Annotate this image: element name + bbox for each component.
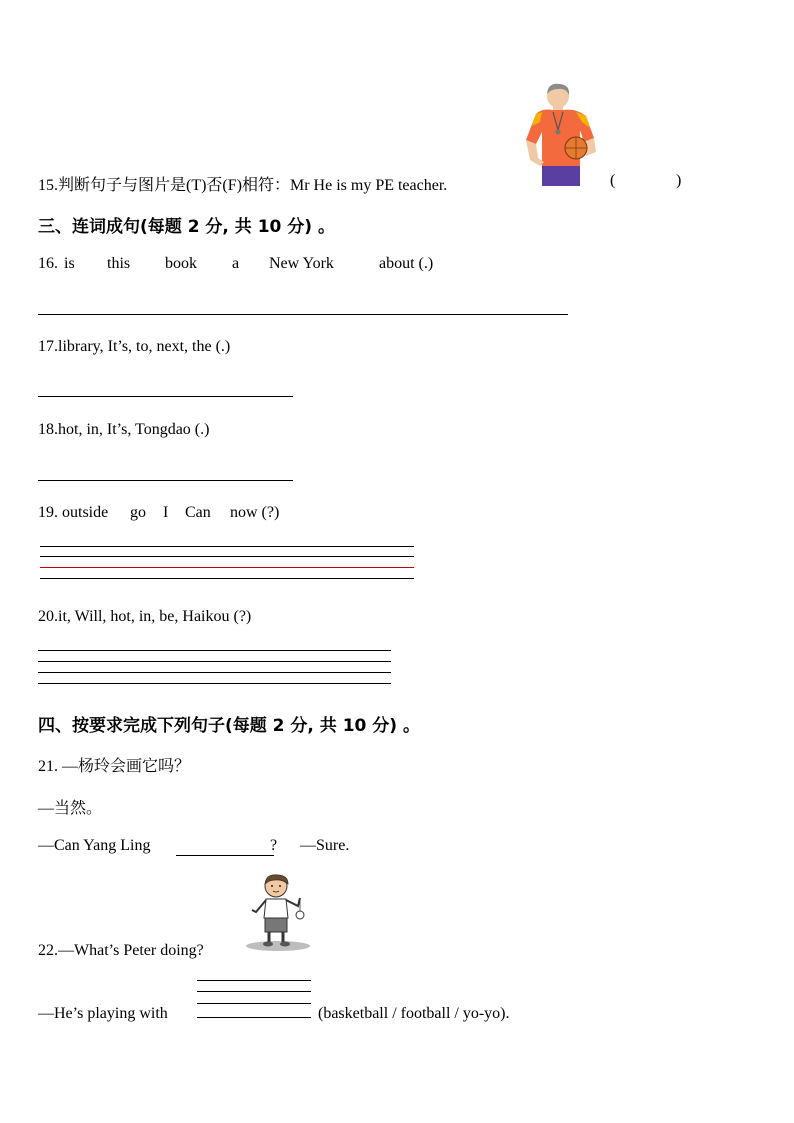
q19-word: I — [163, 504, 169, 521]
q19-word: outside — [62, 504, 109, 521]
q19-word: Can — [185, 504, 211, 521]
q21-prompt: 21. —杨玲会画它吗？ — [38, 758, 191, 775]
q19-word: now (?) — [230, 504, 280, 521]
boy-head — [265, 875, 288, 897]
q19-writing-line[interactable] — [40, 546, 414, 547]
q19-number: 19. — [38, 504, 58, 521]
q19-writing-line[interactable] — [40, 556, 414, 557]
q22-writing-line[interactable] — [197, 991, 311, 992]
q21-question-start: —Can Yang Ling — [38, 837, 151, 854]
q15-answer-close: ) — [676, 172, 682, 189]
q22-answer-start: —He’s playing with — [38, 1005, 168, 1022]
q22-question: 22.—What’s Peter doing? — [38, 942, 204, 959]
q20-writing-line[interactable] — [38, 650, 391, 651]
q20-writing-line[interactable] — [38, 672, 391, 673]
q16-word: this — [107, 255, 131, 272]
q16-word: is — [64, 255, 75, 272]
q22-options: (basketball / football / yo-yo). — [318, 1005, 510, 1022]
q16-word: about (.) — [379, 255, 434, 272]
q19-word: go — [130, 504, 146, 521]
q21-answer-blank[interactable] — [176, 855, 274, 856]
q15-answer-open: ( — [610, 172, 616, 189]
q16-word: book — [165, 255, 197, 272]
q19-writing-line[interactable] — [40, 567, 414, 568]
q22-writing-line[interactable] — [197, 1017, 311, 1018]
q21-question-end: ? — [270, 837, 278, 854]
q18-answer-line[interactable] — [38, 480, 293, 481]
q22-writing-line[interactable] — [197, 980, 311, 981]
q20-prompt: 20.it, Will, hot, in, be, Haikou (?) — [38, 608, 252, 625]
q21-answer: —Sure. — [300, 837, 350, 854]
q20-writing-line[interactable] — [38, 683, 391, 684]
q15-statement: 15.判断句子与图片是(T)否(F)相符：Mr He is my PE teacher. — [38, 177, 448, 194]
section-4-heading: 四、按要求完成下列句子(每题 2 分, 共 10 分) 。 — [38, 716, 420, 736]
q16-word: New York — [269, 255, 334, 272]
q18-prompt: 18.hot, in, It’s, Tongdao (.) — [38, 421, 210, 438]
pe-teacher-illustration — [520, 82, 600, 192]
q20-writing-line[interactable] — [38, 661, 391, 662]
q22-writing-line[interactable] — [197, 1003, 311, 1004]
yo-yo-icon — [296, 911, 304, 919]
q19-writing-line[interactable] — [40, 578, 414, 579]
q16-answer-line[interactable] — [38, 314, 568, 315]
q16-word: a — [232, 255, 240, 272]
q21-reply-cn: —当然。 — [38, 800, 103, 817]
q16-number: 16. — [38, 255, 58, 272]
q17-prompt: 17.library, It’s, to, next, the (.) — [38, 338, 231, 355]
boy-yoyo-illustration — [244, 872, 316, 952]
q17-answer-line[interactable] — [38, 396, 293, 397]
teacher-head — [547, 84, 569, 108]
section-3-heading: 三、连词成句(每题 2 分, 共 10 分) 。 — [38, 217, 335, 237]
